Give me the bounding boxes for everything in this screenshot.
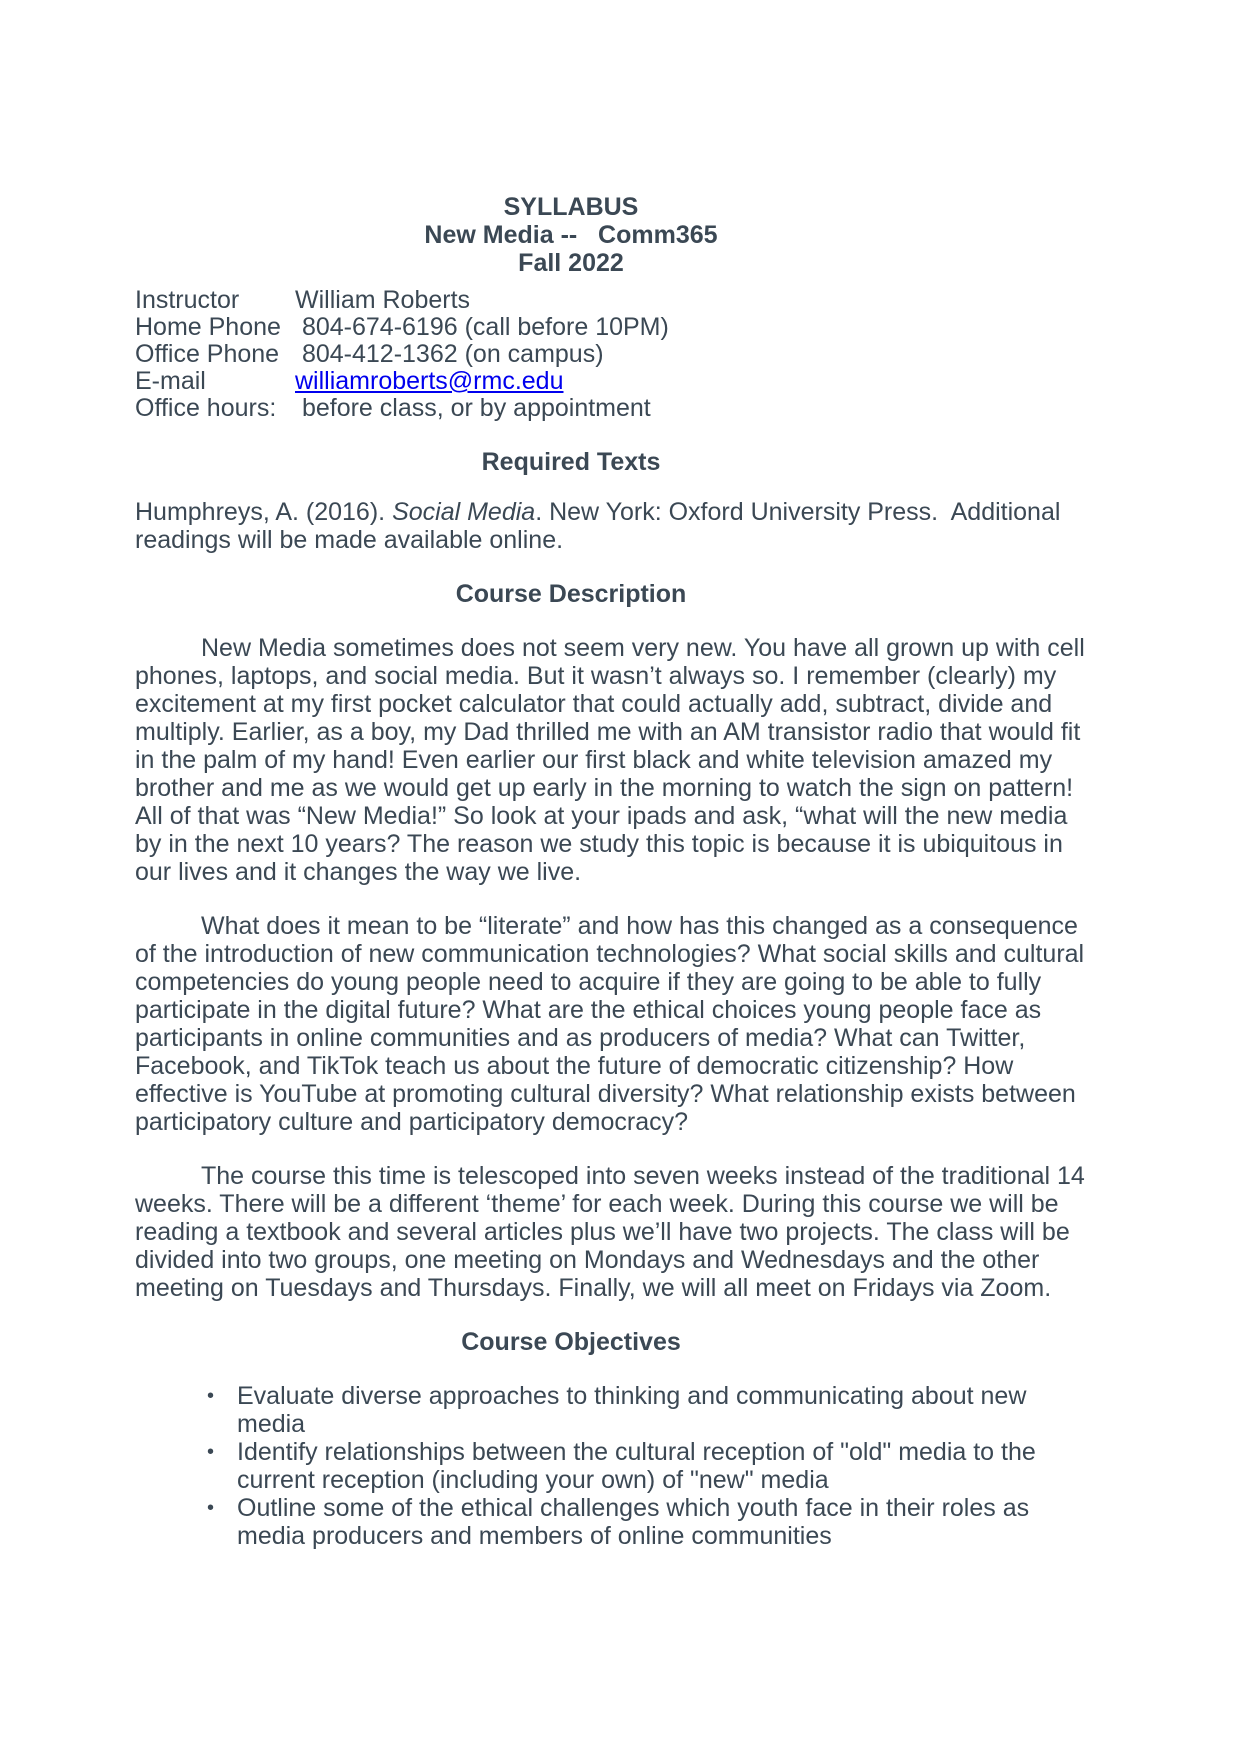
email-link[interactable]: williamroberts@rmc.edu <box>295 367 564 395</box>
bullet-icon: • <box>207 1385 215 1407</box>
objective-text-1: Evaluate diverse approaches to thinking and communicating about new media <box>237 1382 1034 1438</box>
course-objectives-heading: Course Objectives <box>461 1328 681 1356</box>
contact-value-instructor: William Roberts <box>295 286 471 314</box>
contact-label-office-hours: Office hours: <box>135 394 277 422</box>
course-description-paragraph-1: New Media sometimes does not seem very new. You have all grown up with cell phones, laptops, and social media. But it wasn’t always so. I remember (clearly) my excitement at my first pocket calculator that could actually add, subtract, divide and multiply. Earlier, as a boy, my Dad thrilled me with an AM transistor radio that would fit in the palm of my hand! Even earlier our first black and white television amazed my brother and me as we would get up early in the morning to watch the sign on pattern! All of that was “New Media!” So look at your ipads and ask, “what will the new media by in the next 10 years? The reason we study this topic is because it is ubiquitous in our lives and it changes the way we live. <box>135 634 1092 886</box>
contact-label-office-phone: Office Phone <box>135 340 280 368</box>
contact-value-office-hours: before class, or by appointment <box>295 394 651 422</box>
contact-label-home-phone: Home Phone <box>135 313 281 341</box>
citation-text-after: . New York: Oxford University Press. Additional readings will be made available online. <box>135 498 1068 554</box>
objective-text-2: Identify relationships between the cultural reception of "old" media to the current reception (including your own) of "new" media <box>237 1438 1043 1494</box>
citation-book-title: Social Media <box>392 498 536 526</box>
contact-value-home-phone: 804-674-6196 (call before 10PM) <box>295 313 669 341</box>
objective-text-3: Outline some of the ethical challenges which youth face in their roles as media producers and members of online communities <box>237 1494 1037 1550</box>
bullet-icon: • <box>207 1497 215 1519</box>
list-item <box>135 1382 1100 1438</box>
contact-label-instructor: Instructor <box>135 286 240 314</box>
list-item <box>135 1438 1100 1494</box>
course-description-paragraph-2: What does it mean to be “literate” and how has this changed as a consequence of the introduction of new communication technologies? What social skills and cultural competencies do young people need to acquire if they are going to be able to fully participate in the digital future? What are the ethical choices young people face as participants in online communities and as producers of media? What can Twitter, Facebook, and TikTok teach us about the future of democratic citizenship? How effective is YouTube at promoting cultural diversity? What relationship exists between participatory culture and participatory democracy? <box>135 912 1092 1136</box>
document-title-line-2: New Media -- Comm365 <box>424 221 718 249</box>
document-title-line-3: Fall 2022 <box>518 249 624 277</box>
document-title-block <box>135 193 1007 277</box>
document-title-line-1: SYLLABUS <box>503 193 639 221</box>
course-objectives-list <box>135 1382 1100 1550</box>
list-item <box>135 1494 1100 1550</box>
required-texts-heading: Required Texts <box>481 448 661 476</box>
bullet-icon: • <box>207 1441 215 1463</box>
contact-value-office-phone: 804-412-1362 (on campus) <box>295 340 604 368</box>
required-texts-citation <box>135 498 1100 554</box>
instructor-contact-block <box>135 287 1100 422</box>
citation-text-before: Humphreys, A. (2016). <box>135 498 393 526</box>
course-description-heading: Course Description <box>455 580 687 608</box>
course-description-paragraph-3: The course this time is telescoped into seven weeks instead of the traditional 14 weeks. There will be a different ‘theme’ for each week. During this course we will be reading a textbook and several articles plus we’ll have two projects. The class will be divided into two groups, one meeting on Mondays and Wednesdays and the other meeting on Tuesdays and Thursdays. Finally, we will all meet on Fridays via Zoom. <box>135 1162 1092 1302</box>
contact-label-email: E-mail <box>135 367 206 395</box>
